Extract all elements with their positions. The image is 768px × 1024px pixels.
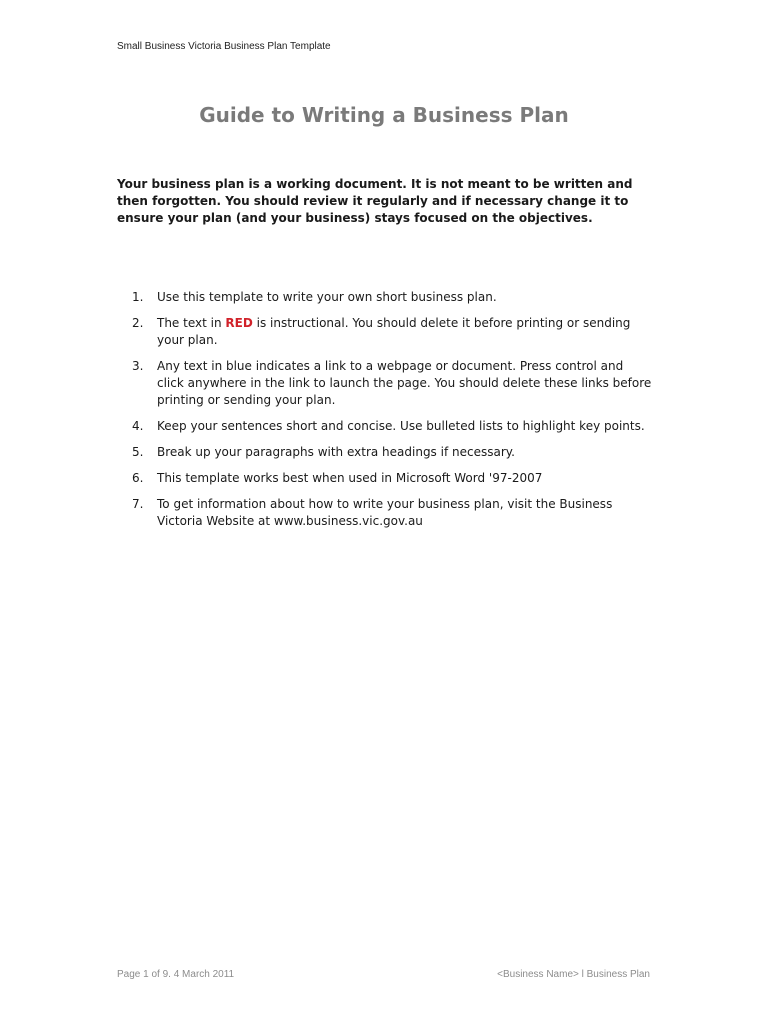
list-item-text: This template works best when used in Microsoft Word '97-2007 [157,471,543,485]
list-item-number: 7. [132,497,144,511]
list-item-text: Break up your paragraphs with extra headings if necessary. [157,445,515,459]
list-item [132,315,652,349]
footer-business-name: <Business Name> l Business Plan [497,969,650,980]
list-item-number: 1. [132,290,144,304]
intro-paragraph: Your business plan is a working document. It is not meant to be written and then forgotten. You should review it regularly and if necessary change it to ensure your plan (and your business) stays focused on the objectives. [117,177,633,225]
list-item [132,444,652,461]
footer-page-info: Page 1 of 9. 4 March 2011 [117,969,235,980]
list-item-number: 2. [132,316,144,330]
instruction-list [132,289,652,539]
list-item-text: Use this template to write your own short business plan. [157,290,497,304]
running-header: Small Business Victoria Business Plan Template [117,41,331,52]
list-item [132,289,652,306]
list-item-text: To get information about how to write your business plan, visit the Business Victoria Website at www.business.vic.gov.au [157,497,613,528]
list-item [132,470,652,487]
list-item-number: 4. [132,419,144,433]
list-item-number: 5. [132,445,144,459]
list-item-text-before: The text in [157,316,226,330]
red-highlight: RED [225,316,253,330]
list-item-number: 3. [132,359,144,373]
list-item [132,418,652,435]
list-item-number: 6. [132,471,144,485]
list-item-text: Any text in blue indicates a link to a webpage or document. Press control and click anywhere in the link to launch the page. You should delete these links before printing or sending your plan. [157,359,652,407]
list-item-text-after: is instructional. You should delete it before printing or sending your plan. [157,316,631,347]
list-item-text: Keep your sentences short and concise. Use bulleted lists to highlight key points. [157,419,645,433]
document-title: Guide to Writing a Business Plan [199,103,569,127]
list-item [132,358,652,409]
list-item [132,496,652,530]
